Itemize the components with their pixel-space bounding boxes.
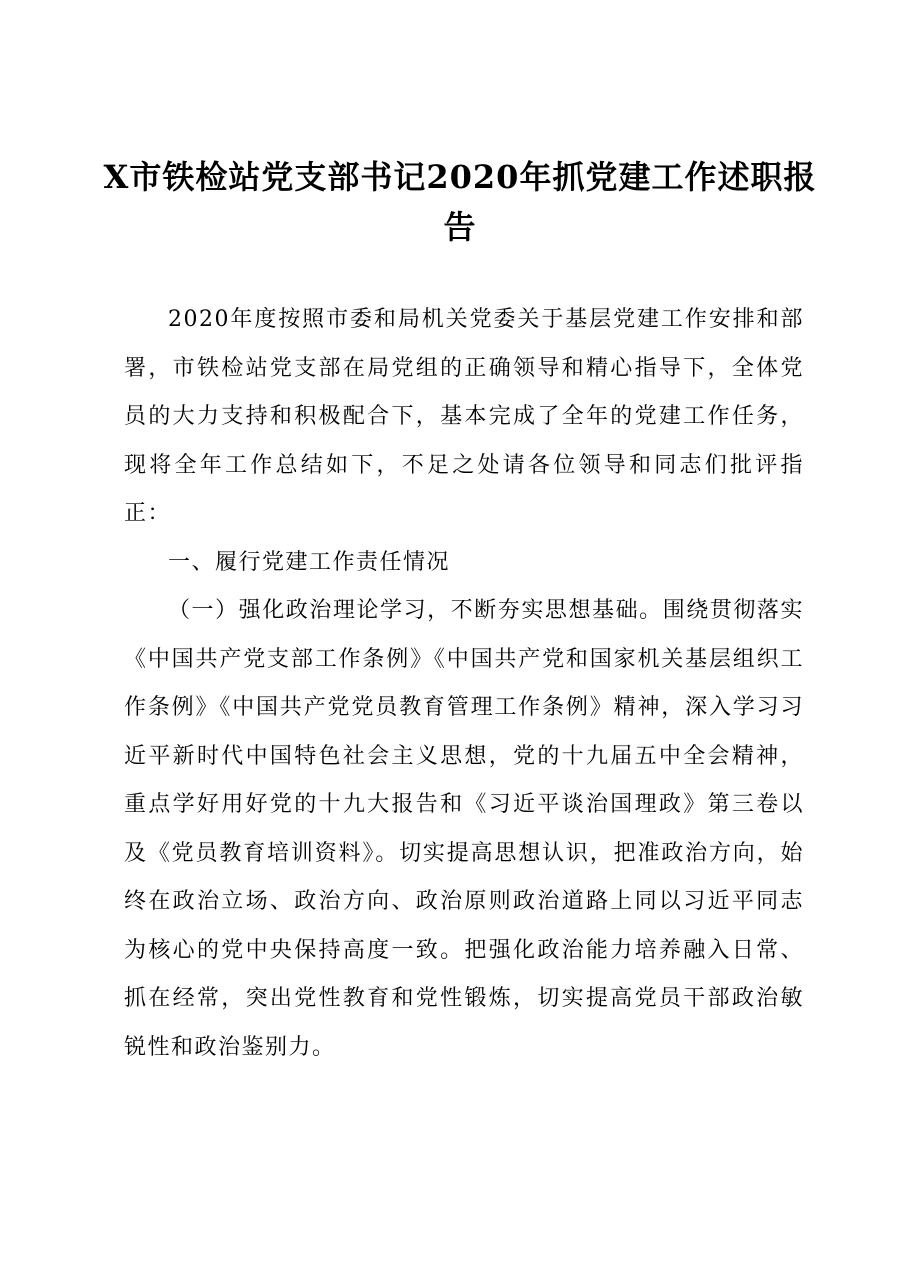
document-body	[124, 296, 804, 1072]
subsection-paragraph: （一）强化政治理论学习，不断夯实思想基础。围绕贯彻落实《中国共产党支部工作条例》《中国共产党和国家机关基层组织工作条例》《中国共产党党员教育管理工作条例》精神，深入学习习近平新时代中国特色社会主义思想，党的十九届五中全会精神，重点学好用好党的十九大报告和《习近平谈治国理政》第三卷以及《党员教育培训资料》。切实提高思想认识，把准政治方向，始终在政治立场、政治方向、政治原则政治道路上同以习近平同志为核心的党中央保持高度一致。把强化政治能力培养融入日常、抓在经常，突出党性教育和党性锻炼，切实提高党员干部政治敏锐性和政治鉴别力。	[124, 598, 804, 1060]
section-heading: 一、履行党建工作责任情况	[168, 549, 451, 575]
intro-paragraph: 2020年度按照市委和局机关党委关于基层党建工作安排和部署，市铁检站党支部在局党组的正确领导和精心指导下，全体党员的大力支持和积极配合下，基本完成了全年的党建工作任务，现将全年工作总结如下，不足之处请各位领导和同志们批评指正：	[124, 307, 804, 526]
document-title: X市铁检站党支部书记2020年抓党建工作述职报告	[103, 158, 817, 246]
